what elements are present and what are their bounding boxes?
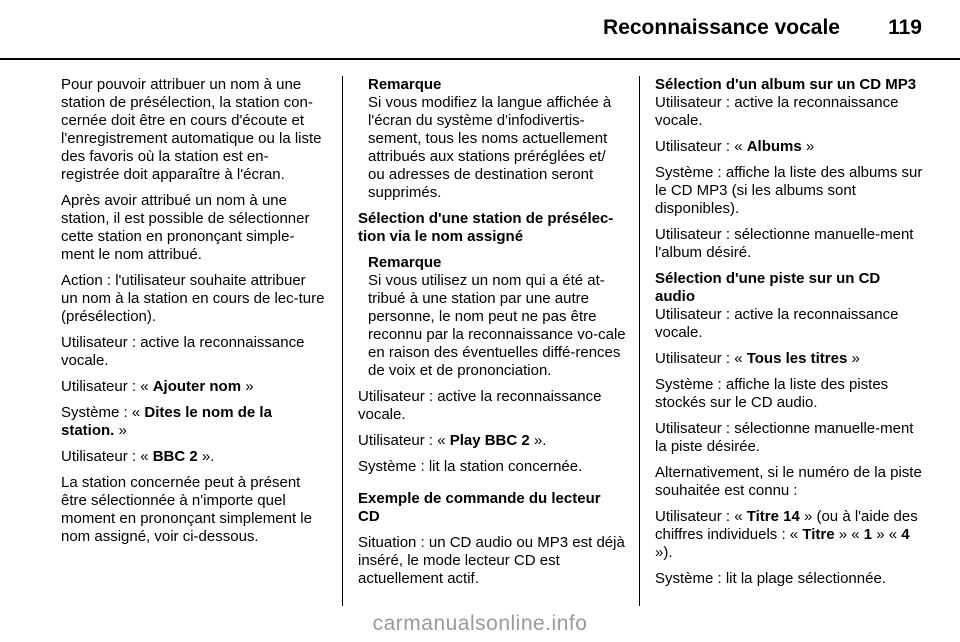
paragraph: Système : affiche la liste des pistes stockés sur le CD audio. — [655, 376, 889, 411]
voice-command: 1 — [863, 526, 873, 543]
voice-command: Titre 14 — [746, 508, 800, 525]
paragraph: Action : l'utilisateur souhaite attribuer un nom à la station en cours de lec-ture (présélection). — [61, 272, 325, 325]
voice-command: BBC 2 — [152, 448, 198, 465]
paragraph: Système : « Dites le nom de la station. » — [61, 404, 272, 439]
note-heading: Remarque — [368, 76, 442, 93]
column-3 — [655, 76, 923, 596]
paragraph: Alternativement, si le numéro de la piste souhaitée est connu : — [655, 464, 922, 499]
voice-command: Albums — [746, 138, 802, 155]
paragraph: Système : lit la plage sélectionnée. — [655, 570, 886, 587]
voice-command: 4 — [901, 526, 910, 543]
paragraph: Situation : un CD audio ou MP3 est déjà inséré, le mode lecteur CD est actuellement actif. — [358, 534, 625, 587]
paragraph: Utilisateur : active la reconnaissance vocale. — [358, 388, 602, 423]
column-1 — [61, 76, 326, 554]
paragraph: Après avoir attribué un nom à une station, il est possible de sélectionner cette station en prononçant simple-ment le nom attribué. — [61, 192, 310, 263]
page-number: 119 — [888, 16, 922, 39]
section-heading: Exemple de commande du lecteur CD — [358, 490, 601, 525]
voice-command: Play BBC 2 — [449, 432, 530, 449]
paragraph: Pour pouvoir attribuer un nom à une station de présélection, la station con-cernée doit être en cours d'écoute et l'enregistrement automatique ou la liste des favoris où la station est en-registrée doit apparaître à l'écran. — [61, 76, 322, 183]
column-2 — [358, 76, 626, 596]
paragraph: La station concernée peut à présent être sélectionnée à n'importe quel moment en prononçant simplement le nom assigné, voir ci-dessous. — [61, 474, 312, 545]
voice-command: Titre — [802, 526, 835, 543]
paragraph: Utilisateur : active la reconnaissance vocale. — [61, 334, 305, 369]
voice-command: Ajouter nom — [152, 378, 242, 395]
note-box — [368, 254, 626, 380]
column-divider-1 — [342, 76, 343, 606]
paragraph: Utilisateur : sélectionne manuelle-ment l'album désiré. — [655, 226, 914, 261]
paragraph: Utilisateur : « Titre 14 » (ou à l'aide des chiffres individuels : « Titre » « 1 » « 4 »). — [655, 508, 918, 561]
paragraph: Utilisateur : « Play BBC 2 ». — [358, 432, 547, 449]
paragraph: Système : affiche la liste des albums sur le CD MP3 (si les albums sont disponibles). — [655, 164, 923, 217]
section-heading: Sélection d'une piste sur un CD audio — [655, 270, 881, 305]
paragraph: Utilisateur : « Albums » — [655, 138, 815, 155]
paragraph: Utilisateur : « Tous les titres » — [655, 350, 860, 367]
note-text: Si vous modifiez la langue affichée à l'écran du système d'infodivertis-sement, tous les noms actuellement attribués aux stations préréglées et/ ou adresses de destination seront supprimés. — [368, 94, 612, 201]
page-header — [0, 0, 960, 62]
paragraph: Sélection d'une piste sur un CD audio Utilisateur : active la reconnaissance vocale. — [655, 270, 923, 342]
section-heading: Sélection d'un album sur un CD MP3 — [655, 76, 917, 93]
paragraph: Système : lit la station concernée. — [358, 458, 583, 475]
watermark: carmanualsonline.info — [372, 612, 588, 635]
paragraph: Utilisateur : « BBC 2 ». — [61, 448, 215, 465]
paragraph: Utilisateur : « Ajouter nom » — [61, 378, 254, 395]
section-heading: Sélection d'une station de présélec-tion via le nom assigné — [358, 210, 614, 245]
paragraph: Utilisateur : sélectionne manuelle-ment la piste désirée. — [655, 420, 914, 455]
paragraph: Sélection d'un album sur un CD MP3 Utilisateur : active la reconnaissance vocale. — [655, 76, 923, 130]
voice-command: Dites le nom de la station. — [61, 404, 272, 439]
note-heading: Remarque — [368, 254, 442, 271]
voice-command: Tous les titres — [746, 350, 848, 367]
page-title: Reconnaissance vocale — [603, 16, 840, 39]
header-rule — [0, 58, 960, 60]
note-box — [368, 76, 626, 202]
column-divider-2 — [639, 76, 640, 606]
note-text: Si vous utilisez un nom qui a été at-tribué à une station par une autre personne, le nom peut ne pas être reconnu par la reconnaissance vo-cale en raison des éventuelles diffé-rences de voix et de prononciation. — [368, 272, 626, 379]
